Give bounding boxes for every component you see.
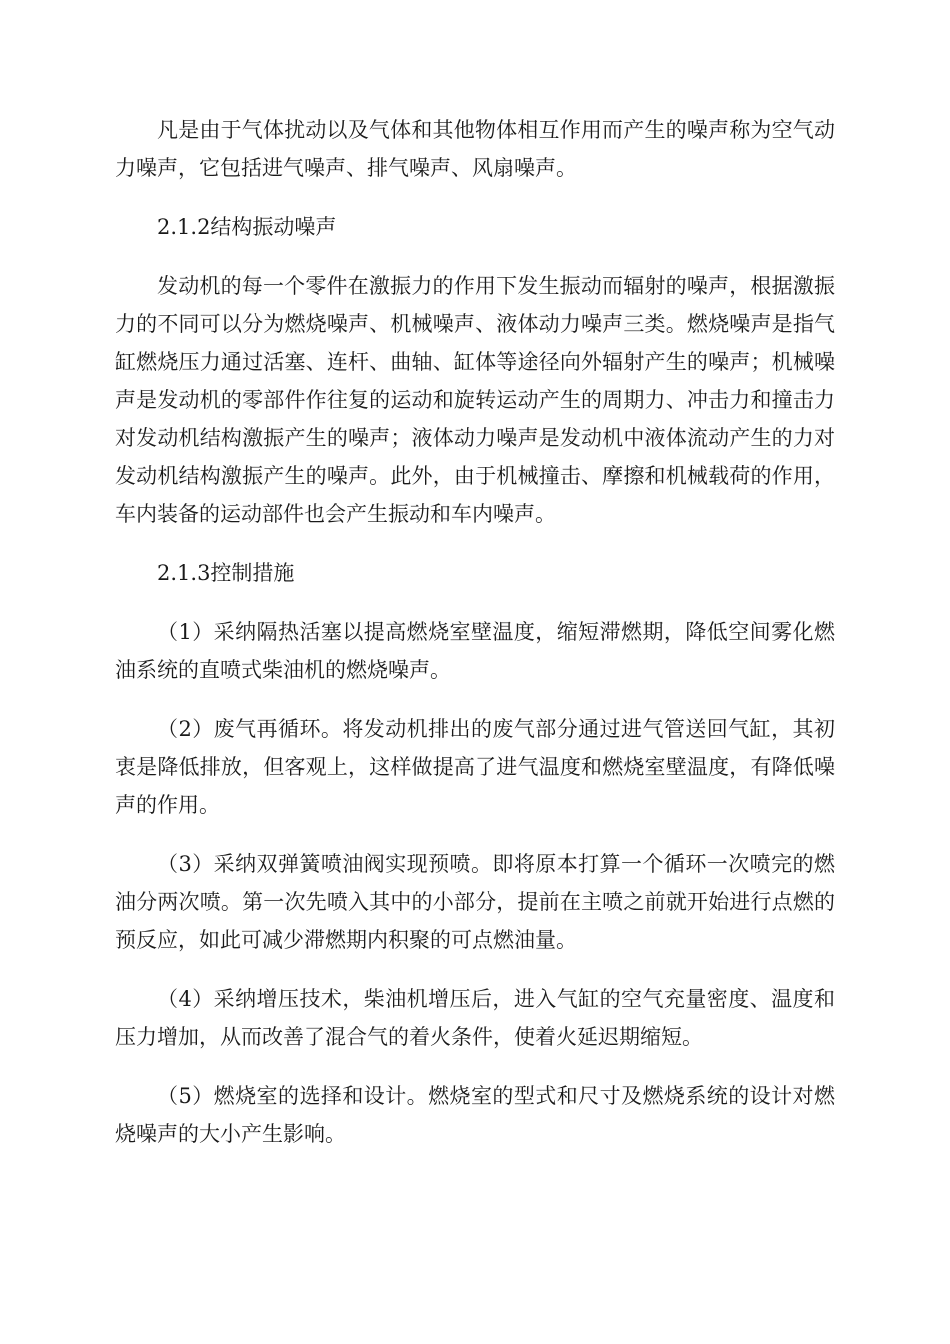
paragraph-gap <box>115 533 835 554</box>
paragraph-gap <box>115 246 835 267</box>
paragraph-measure-2: （2）废气再循环。将发动机排出的废气部分通过进气管送回气缸，其初衷是降低排放，但客观上，这样做提高了进气温度和燃烧室壁温度，有降低噪声的作用。 <box>115 717 835 817</box>
paragraph-measure-3: （3）采纳双弹簧喷油阀实现预喷。即将原本打算一个循环一次喷完的燃油分两次喷。第一次先喷入其中的小部分，提前在主喷之前就开始进行点燃的预反应，如此可减少滞燃期内积聚的可点燃油量。 <box>115 852 835 952</box>
paragraph-gap <box>115 592 835 613</box>
paragraph-gap <box>115 1056 835 1077</box>
paragraph-gap <box>115 824 835 845</box>
section-heading-2-1-2: 2.1.2结构振动噪声 <box>157 215 337 239</box>
paragraph-gap <box>115 959 835 980</box>
document-body <box>115 111 835 1153</box>
paragraph-aerodynamic-noise: 凡是由于气体扰动以及气体和其他物体相互作用而产生的噪声称为空气动力噪声，它包括进气噪声、排气噪声、风扇噪声。 <box>115 118 835 180</box>
paragraph-measure-5: （5）燃烧室的选择和设计。燃烧室的型式和尺寸及燃烧系统的设计对燃烧噪声的大小产生影响。 <box>115 1084 835 1146</box>
paragraph-measure-4: （4）采纳增压技术，柴油机增压后，进入气缸的空气充量密度、温度和压力增加，从而改善了混合气的着火条件，使着火延迟期缩短。 <box>115 987 835 1049</box>
section-heading-2-1-3: 2.1.3控制措施 <box>157 561 295 585</box>
paragraph-measure-1: （1）采纳隔热活塞以提高燃烧室壁温度，缩短滞燃期，降低空间雾化燃油系统的直喷式柴油机的燃烧噪声。 <box>115 620 835 682</box>
paragraph-structural-vibration-noise: 发动机的每一个零件在激振力的作用下发生振动而辐射的噪声，根据激振力的不同可以分为燃烧噪声、机械噪声、液体动力噪声三类。燃烧噪声是指气缸燃烧压力通过活塞、连杆、曲轴、缸体等途径向外辐射产生的噪声；机械噪声是发动机的零部件作往复的运动和旋转运动产生的周期力、冲击力和撞击力对发动机结构激振产生的噪声；液体动力噪声是发动机中液体流动产生的力对发动机结构激振产生的噪声。此外，由于机械撞击、摩擦和机械载荷的作用，车内装备的运动部件也会产生振动和车内噪声。 <box>115 274 835 526</box>
paragraph-gap <box>115 187 835 208</box>
paragraph-gap <box>115 689 835 710</box>
